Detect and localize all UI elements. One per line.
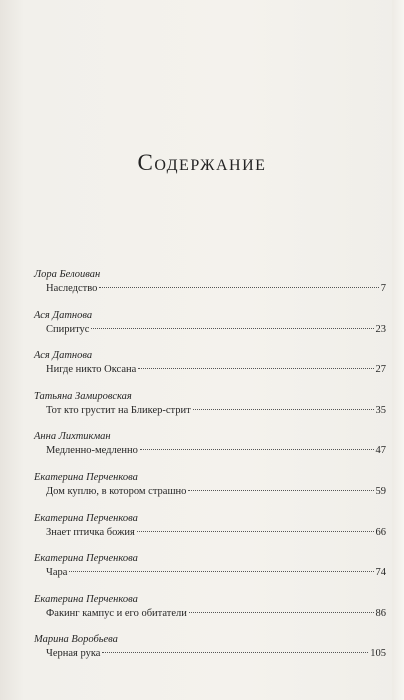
toc-entry [34, 430, 386, 471]
toc-entry [34, 471, 386, 512]
dot-leader [193, 409, 374, 410]
toc-line [46, 647, 386, 660]
toc-page-number: 66 [375, 526, 386, 538]
dot-leader [140, 449, 374, 450]
toc-line [46, 363, 386, 376]
toc-line [46, 404, 386, 417]
toc-author: Екатерина Перченкова [34, 553, 138, 565]
dot-leader [91, 328, 373, 329]
toc-line [46, 526, 386, 539]
dot-leader [189, 612, 374, 613]
toc-work-title: Спиритус [46, 323, 90, 335]
page-edge [392, 0, 404, 700]
toc-page-number: 23 [375, 323, 386, 335]
toc-page-number: 7 [380, 283, 386, 294]
toc-page-number: 105 [370, 648, 386, 660]
toc-page-number: 86 [375, 607, 386, 619]
toc-work-title: Наследство [46, 283, 98, 294]
toc-author: Екатерина Перченкова [34, 512, 138, 524]
toc-entry [34, 593, 386, 634]
toc-work-title: Тот кто грустит на Бликер-стрит [46, 404, 191, 416]
toc-page-number: 35 [375, 404, 386, 416]
toc-page-number: 47 [375, 445, 386, 457]
toc-line [46, 607, 386, 620]
toc-work-title: Медленно-медленно [46, 445, 138, 457]
toc-entry [34, 390, 386, 431]
toc-author: Татьяна Замировская [34, 390, 132, 402]
toc-entry [34, 552, 386, 593]
dot-leader [138, 368, 373, 369]
dot-leader [69, 571, 373, 572]
toc-entry [34, 512, 386, 553]
toc-entry [34, 268, 386, 309]
toc-page-number: 27 [375, 364, 386, 376]
toc-author: Анна Лихтикман [34, 431, 111, 443]
toc-line [46, 282, 386, 295]
toc-page-number: 59 [375, 485, 386, 497]
toc-work-title: Нигде никто Оксана [46, 364, 137, 376]
toc-author: Екатерина Перченкова [34, 593, 138, 605]
dot-leader [99, 287, 378, 288]
toc-author: Екатерина Перченкова [34, 471, 138, 483]
toc-author: Ася Датнова [34, 350, 93, 362]
toc-line [46, 485, 386, 498]
toc-entry [34, 349, 386, 390]
dot-leader [137, 531, 374, 532]
toc-work-title: Черная рука [46, 648, 101, 660]
table-of-contents [34, 268, 386, 674]
page-title: Содержание [137, 150, 267, 175]
toc-entry [34, 309, 386, 350]
toc-author: Марина Воробьева [34, 634, 118, 646]
toc-line [46, 444, 386, 457]
toc-line [46, 566, 386, 579]
dot-leader [188, 490, 373, 491]
toc-entry [34, 633, 386, 674]
toc-work-title: Чара [46, 567, 68, 579]
toc-author: Лора Белоиван [34, 269, 101, 280]
toc-author: Ася Датнова [34, 309, 93, 321]
toc-page-number: 74 [375, 567, 386, 579]
toc-work-title: Факинг кампус и его обитатели [46, 607, 187, 619]
dot-leader [102, 652, 368, 653]
toc-line [46, 323, 386, 336]
toc-work-title: Дом куплю, в котором страшно [46, 485, 187, 497]
toc-work-title: Знает птичка божия [46, 526, 135, 538]
